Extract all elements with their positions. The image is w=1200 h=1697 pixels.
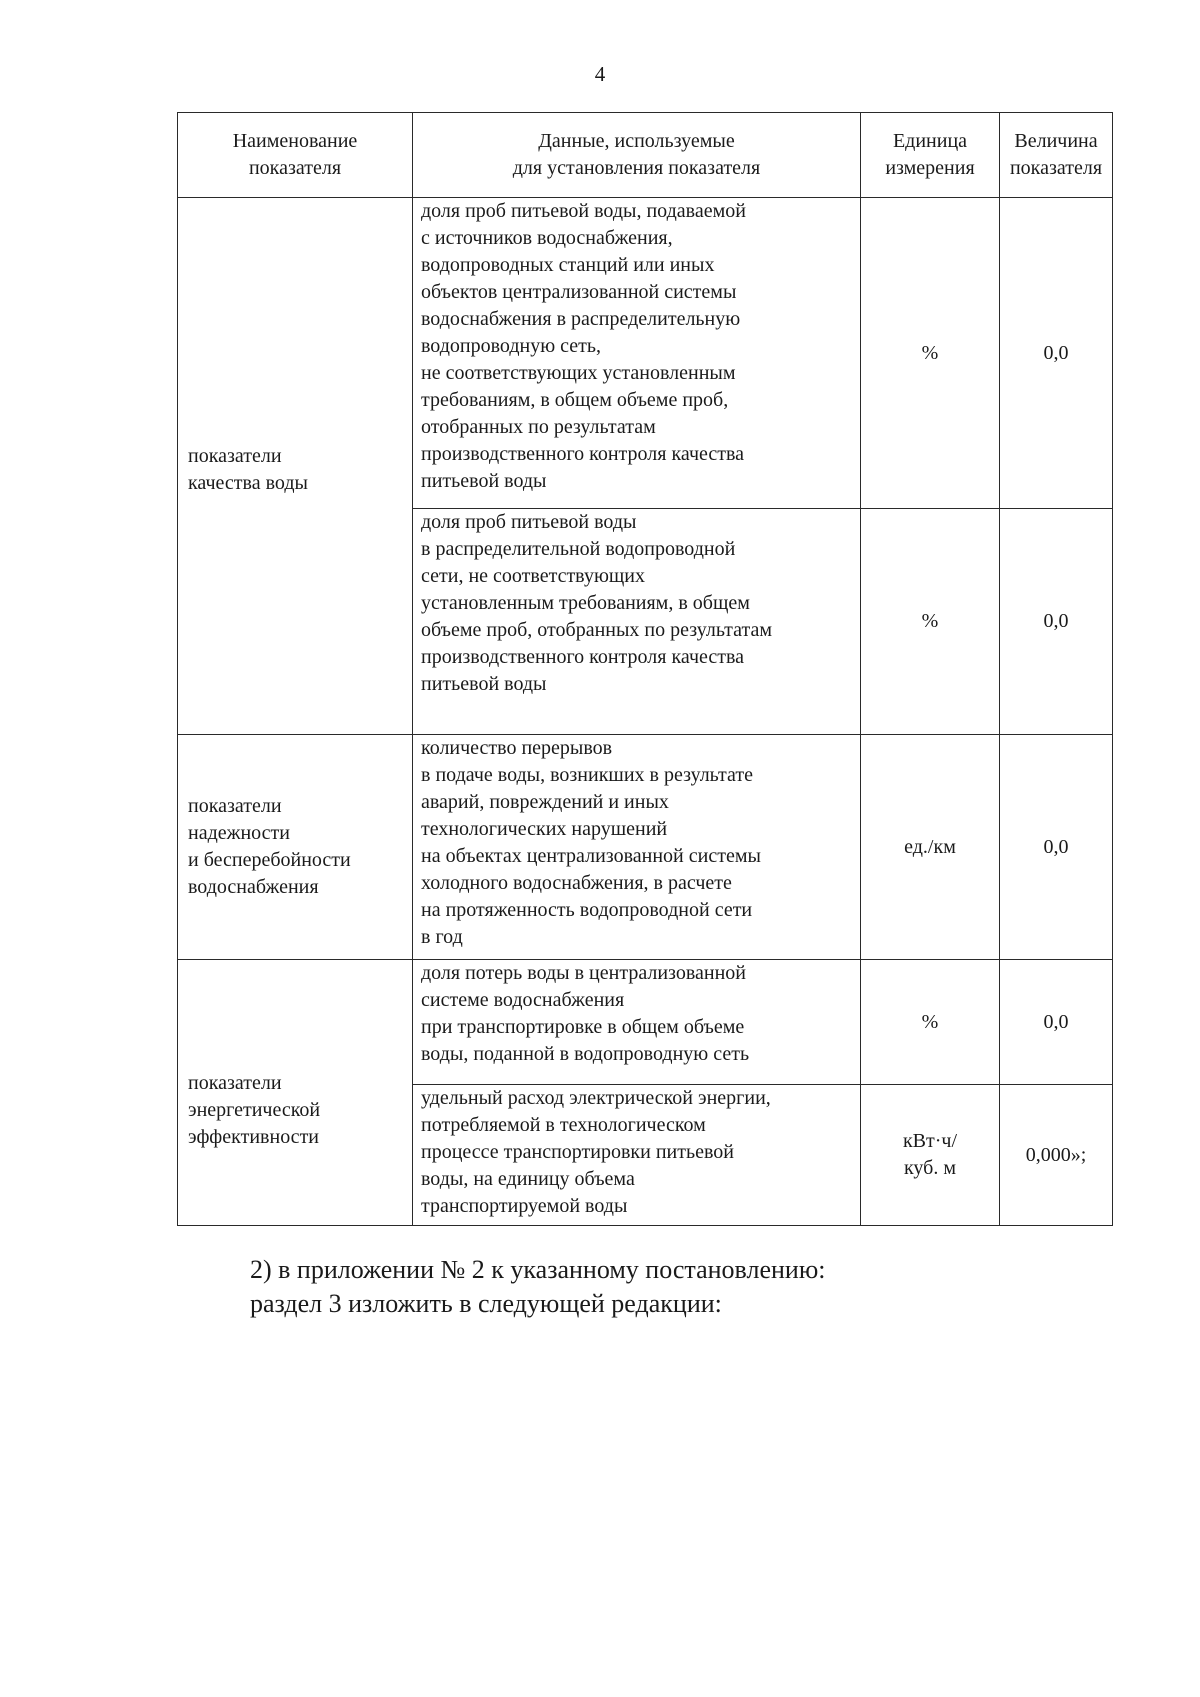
group-name: показатели качества воды <box>188 445 308 494</box>
row-data: доля проб питьевой воды, подаваемой с источников водоснабжения, водопроводных станций или иных объектов централизованной системы водоснабжения в распределительную водопроводную сеть, не соответствующих установленным требованиям, в общем объеме проб, отобранных по результатам производственного контроля качества питьевой воды <box>413 198 861 509</box>
table-row <box>178 735 1113 960</box>
group-name: показатели энергетической эффективности <box>188 1072 321 1148</box>
header-unit: Единица измерения <box>861 113 1000 198</box>
indicators-table <box>177 112 1113 1226</box>
table-row <box>178 198 1113 509</box>
row-data: доля потерь воды в централизованной системе водоснабжения при транспортировке в общем объеме воды, поданной в водопроводную сеть <box>413 960 861 1085</box>
group-energy-efficiency <box>178 960 413 1226</box>
header-indicator-name: Наименование показателя <box>178 113 413 198</box>
row-value: 0,0 <box>1000 960 1113 1085</box>
row-data: количество перерывов в подаче воды, возникших в результате аварий, повреждений и иных технологических нарушений на объектах централизованной системы холодного водоснабжения, в расчете на протяженность водопроводной сети в год <box>413 735 861 960</box>
row-data: доля проб питьевой воды в распределительной водопроводной сети, не соответствующих установленным требованиям, в общем объеме проб, отобранных по результатам производственного контроля качества питьевой воды <box>413 509 861 735</box>
row-unit: % <box>861 509 1000 735</box>
table-header-row <box>178 113 1113 198</box>
row-value: 0,0 <box>1000 198 1113 509</box>
body-paragraph: 2) в приложении № 2 к указанному постановлению: раздел 3 изложить в следующей редакции: <box>250 1255 826 1318</box>
row-unit: % <box>861 960 1000 1085</box>
header-source-data: Данные, используемые для установления показателя <box>413 113 861 198</box>
header-value: Величина показателя <box>1000 113 1113 198</box>
row-value: 0,0 <box>1000 509 1113 735</box>
row-value: 0,000»; <box>1000 1085 1113 1226</box>
row-data: удельный расход электрической энергии, потребляемой в технологическом процессе транспортировки питьевой воды, на единицу объема транспортируемой воды <box>413 1085 861 1226</box>
row-unit: ед./км <box>861 735 1000 960</box>
row-unit: кВт·ч/ куб. м <box>861 1085 1000 1226</box>
group-name: показатели надежности и бесперебойности водоснабжения <box>188 795 351 898</box>
row-value: 0,0 <box>1000 735 1113 960</box>
row-unit: % <box>861 198 1000 509</box>
group-reliability <box>178 735 413 960</box>
page-number: 4 <box>594 62 606 86</box>
group-water-quality <box>178 198 413 735</box>
table-row <box>178 960 1113 1085</box>
